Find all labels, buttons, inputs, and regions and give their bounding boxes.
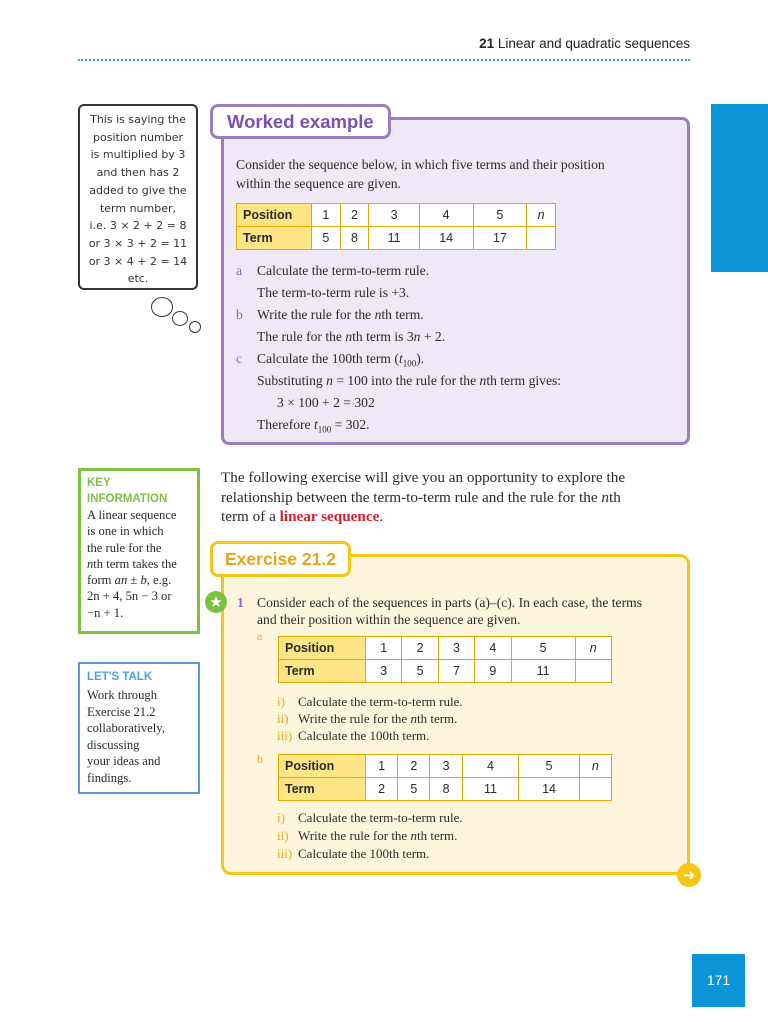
table-row xyxy=(237,204,556,227)
page-number: 171 xyxy=(692,954,745,1007)
key-term-link: linear sequence xyxy=(279,508,380,525)
part-a-ii-text: Write the rule for the nth term. xyxy=(298,711,458,726)
part-a-ii-label: ii) xyxy=(277,711,289,726)
bubble-line: position number xyxy=(93,130,183,144)
part-a-iii-label: iii) xyxy=(277,728,293,743)
table-cell: 3 xyxy=(369,204,419,227)
table-cell xyxy=(527,227,556,250)
table-cell: 7 xyxy=(438,660,474,683)
worked-example-title: Worked example xyxy=(210,104,391,139)
table-cell: 11 xyxy=(511,660,575,683)
table-cell: 4 xyxy=(419,204,473,227)
exercise-table-b xyxy=(278,754,612,801)
part-c-calculation: 3 × 100 + 2 = 302 xyxy=(277,395,375,410)
header-dotted-rule xyxy=(78,59,690,61)
part-a-i-label: i) xyxy=(277,694,285,709)
table-header-position: Position xyxy=(279,637,366,660)
exercise-title: Exercise 21.2 xyxy=(210,541,351,577)
bubble-line: or 3 × 4 + 2 = 14 xyxy=(88,254,188,268)
table-row xyxy=(237,227,556,250)
table-cell: 3 xyxy=(430,755,462,778)
table-cell: 4 xyxy=(462,755,519,778)
table-header-term: Term xyxy=(279,778,366,801)
table-cell: 11 xyxy=(462,778,519,801)
table-header-position: Position xyxy=(279,755,366,778)
table-cell: 1 xyxy=(366,637,402,660)
table-cell: 9 xyxy=(475,660,511,683)
continue-arrow-icon: ➜ xyxy=(677,863,701,887)
bubble-line: i.e. 3 × 2 + 2 = 8 xyxy=(89,219,187,233)
table-header-position: Position xyxy=(237,204,312,227)
table-cell: 8 xyxy=(340,227,369,250)
part-b-answer: The rule for the nth term is 3n + 2. xyxy=(257,329,446,344)
table-row xyxy=(279,637,612,660)
part-c-substitution: Substituting n = 100 into the rule for the nth term gives: xyxy=(257,373,562,388)
part-c-therefore: Therefore $t_{100} = 302$. xyxy=(257,417,370,435)
part-b-ii-label: ii) xyxy=(277,828,289,843)
part-c-label: c xyxy=(236,351,243,366)
table-cell: 5 xyxy=(473,204,527,227)
question-number: 1 xyxy=(237,595,244,610)
part-b-i-text: Calculate the term-to-term rule. xyxy=(298,810,463,825)
table-cell: 14 xyxy=(419,227,473,250)
question-line-1: Consider each of the sequences in parts (a)–(c). In each case, the terms xyxy=(257,595,642,610)
part-a-answer: The term-to-term rule is +3. xyxy=(257,285,410,300)
part-b-label: b xyxy=(257,752,263,766)
table-cell: 5 xyxy=(398,778,430,801)
exercise-table-a xyxy=(278,636,612,683)
table-cell: 3 xyxy=(438,637,474,660)
table-row xyxy=(279,660,612,683)
table-cell: 5 xyxy=(312,227,341,250)
lets-talk-box xyxy=(78,662,200,794)
lets-talk-title: LET'S TALK xyxy=(87,671,153,683)
bubble-line: is multiplied by 3 xyxy=(90,148,186,162)
table-cell: 8 xyxy=(430,778,462,801)
table-cell: n xyxy=(527,204,556,227)
table-cell: 4 xyxy=(475,637,511,660)
bubble-line: and then has 2 xyxy=(96,166,180,180)
table-cell: 2 xyxy=(398,755,430,778)
thought-circle-small xyxy=(189,321,201,333)
bubble-line: added to give the xyxy=(89,183,187,197)
part-c-question: Calculate the 100th term $(t_{100})$. xyxy=(257,351,425,369)
table-cell xyxy=(575,660,611,683)
bubble-line: term number, xyxy=(99,201,177,215)
table-cell: 2 xyxy=(402,637,438,660)
table-cell: 5 xyxy=(402,660,438,683)
table-cell: 17 xyxy=(473,227,527,250)
thought-circle-medium xyxy=(172,311,188,326)
question-line-2: and their position within the sequence are given. xyxy=(257,612,521,627)
table-cell xyxy=(579,778,611,801)
part-a-question: Calculate the term-to-term rule. xyxy=(257,263,430,278)
table-cell: 2 xyxy=(366,778,398,801)
table-cell: n xyxy=(575,637,611,660)
bubble-line: or 3 × 3 + 2 = 11 xyxy=(88,236,188,250)
worked-example-intro-1: Consider the sequence below, in which five terms and their position xyxy=(236,157,605,172)
part-b-i-label: i) xyxy=(277,810,285,825)
table-cell: 5 xyxy=(519,755,579,778)
table-row xyxy=(279,755,612,778)
key-information-title: KEY INFORMATION xyxy=(87,477,168,505)
table-header-term: Term xyxy=(237,227,312,250)
table-cell: 1 xyxy=(312,204,341,227)
part-a-i-text: Calculate the term-to-term rule. xyxy=(298,694,463,709)
part-b-ii-text: Write the rule for the nth term. xyxy=(298,828,458,843)
table-cell: n xyxy=(579,755,611,778)
part-a-label: a xyxy=(236,263,243,278)
table-cell: 14 xyxy=(519,778,579,801)
table-cell: 2 xyxy=(340,204,369,227)
part-a-label: a xyxy=(257,629,263,643)
table-cell: 11 xyxy=(369,227,419,250)
table-cell: 5 xyxy=(511,637,575,660)
part-b-label: b xyxy=(236,307,243,322)
bubble-line: This is saying the xyxy=(90,113,186,126)
worked-example-intro-2: within the sequence are given. xyxy=(236,176,401,191)
table-header-term: Term xyxy=(279,660,366,683)
bubble-line: etc. xyxy=(127,272,149,286)
part-a-iii-text: Calculate the 100th term. xyxy=(298,728,430,743)
thought-bubble xyxy=(78,104,198,290)
star-icon: ★ xyxy=(205,591,227,613)
part-b-question: Write the rule for the nth term. xyxy=(257,307,424,322)
chapter-number: 21 xyxy=(479,36,495,51)
chapter-header xyxy=(0,36,690,51)
lets-talk-text: Work through Exercise 21.2 collaboratively, discussing your ideas and findings. xyxy=(87,688,165,785)
worked-example-table xyxy=(236,203,556,250)
table-cell: 3 xyxy=(366,660,402,683)
chapter-side-tab xyxy=(711,104,768,272)
intro-paragraph: The following exercise will give you an opportunity to explore the relationship between the term-to-term rule and the rule for the nth term of a linear sequence. xyxy=(221,469,626,525)
thought-circle-large xyxy=(151,297,173,317)
part-b-iii-label: iii) xyxy=(277,846,293,861)
table-row xyxy=(279,778,612,801)
key-information-box xyxy=(78,468,200,634)
part-b-iii-text: Calculate the 100th term. xyxy=(298,846,430,861)
chapter-title: Linear and quadratic sequences xyxy=(497,36,690,51)
key-information-text: A linear sequence is one in which the rule for the nth term takes the form an ± b, e.g. 2n + 4, 5n − 3 or −n + 1. xyxy=(87,508,177,620)
table-cell: 1 xyxy=(366,755,398,778)
